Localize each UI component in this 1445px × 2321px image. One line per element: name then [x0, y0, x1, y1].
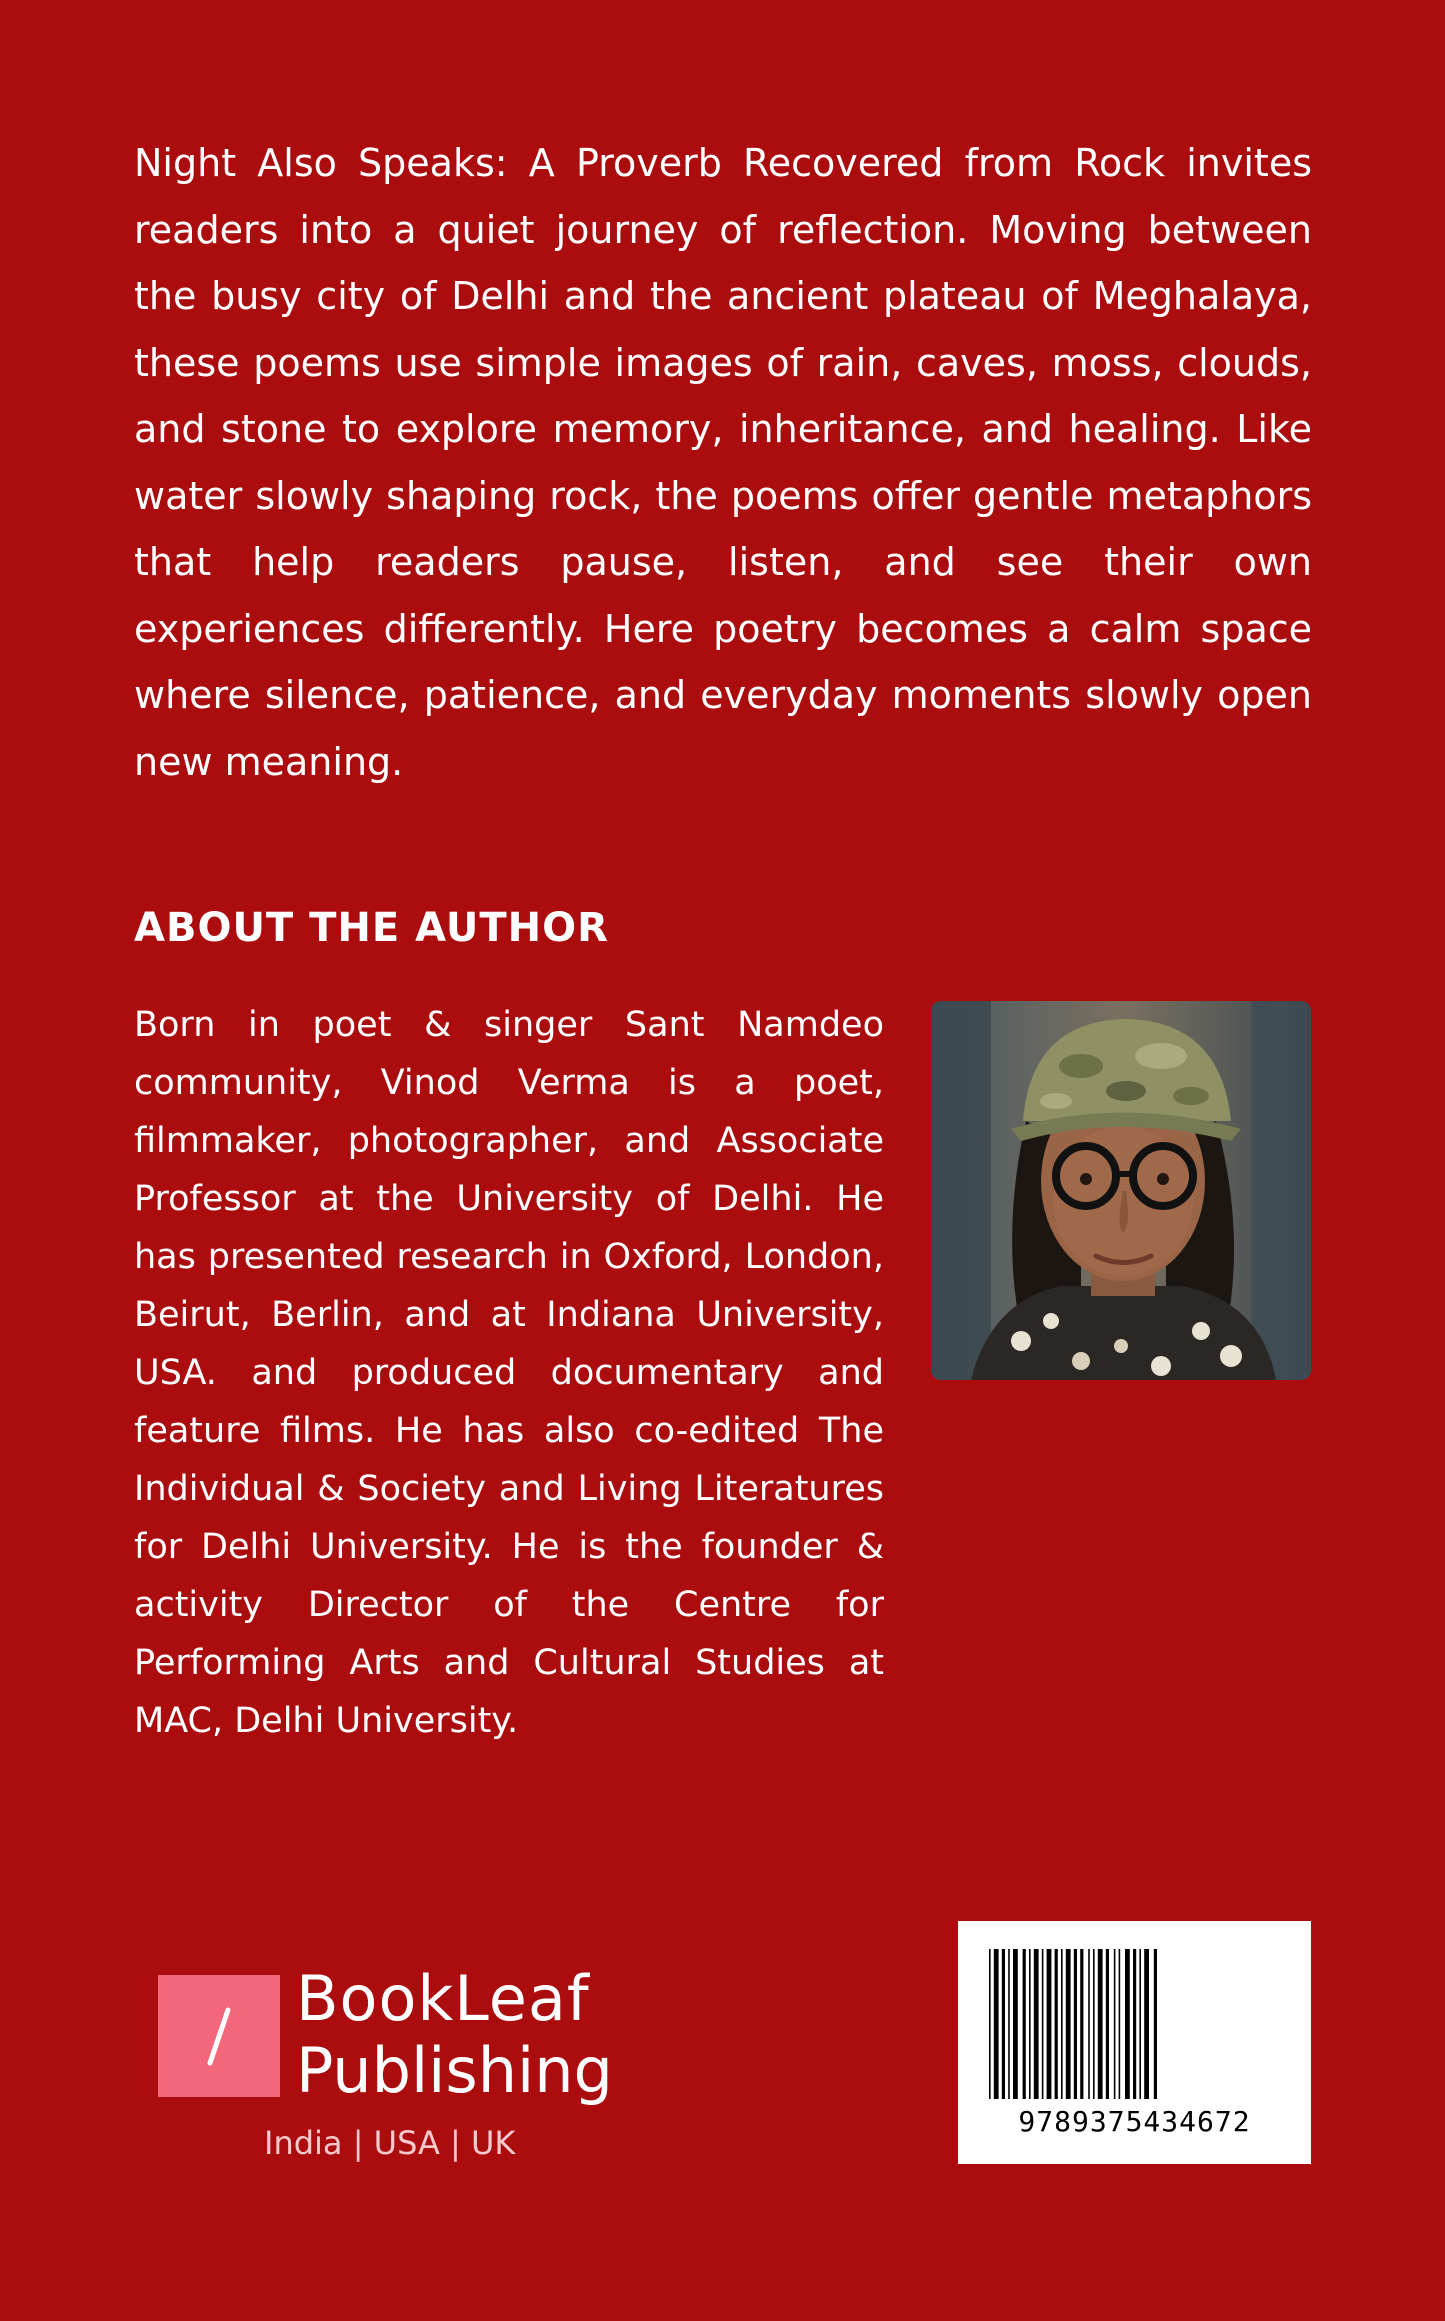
bookleaf-logo — [158, 1975, 280, 2097]
barcode-bar — [1088, 1949, 1090, 2099]
author-photo — [931, 1001, 1311, 1380]
barcode-bar — [1008, 1949, 1010, 2099]
barcode-bar — [1029, 1949, 1031, 2099]
barcode-bar — [1061, 1949, 1063, 2099]
barcode-bar — [1002, 1949, 1005, 2099]
isbn-barcode — [958, 1921, 1311, 2164]
barcode-bar — [989, 1949, 991, 2099]
barcode-bar — [1013, 1949, 1018, 2099]
barcode-bar — [1106, 1949, 1109, 2099]
barcode-bar — [1125, 1949, 1130, 2099]
barcode-bar — [1133, 1949, 1136, 2099]
author-bio: Born in poet & singer Sant Namdeo community, Vinod Verma is a poet, filmmaker, photographer, and Associate Professor at the University of Delhi. He has presented research in Oxford, London, Beirut, Berlin, and at Indiana University, USA. and produced documentary and feature films. He has also co-edited The Individual & Society and Living Literatures for Delhi University. He is the founder & activity Director of the Centre for Performing Arts and Cultural Studies at MAC, Delhi University. — [134, 1005, 884, 1741]
barcode-bar — [1042, 1949, 1044, 2099]
barcode-bars — [987, 1949, 1282, 2099]
barcode-bar — [1047, 1949, 1052, 2099]
barcode-bar — [994, 1949, 999, 2099]
barcode-bar — [1139, 1949, 1141, 2099]
barcode-bar — [1080, 1949, 1083, 2099]
barcode-bar — [1144, 1949, 1149, 2099]
barcode-bar — [1023, 1949, 1026, 2099]
barcode-bar — [1034, 1949, 1039, 2099]
barcode-bar — [1093, 1949, 1095, 2099]
barcode-bar — [1114, 1949, 1116, 2099]
publisher-regions: India | USA | UK — [264, 2124, 516, 2162]
publisher-name-line2: Publishing — [296, 2034, 613, 2107]
isbn-number: 9789375434672 — [1018, 2105, 1251, 2138]
barcode-bar — [1154, 1949, 1157, 2099]
barcode-bar — [1074, 1949, 1077, 2099]
book-description: Night Also Speaks: A Proverb Recovered from Rock invites readers into a quiet journey of reflection. Moving between the busy city of Delhi and the ancient plateau of Meghalaya, these poems use simple images of rain, caves, moss, clouds, and stone to explore memory, inheritance, and healing. Like water slowly shaping rock, the poems offer gentle metaphors that help readers pause, listen, and see their own experiences differently. Here poetry becomes a calm space where silence, patience, and everyday moments slowly open new meaning. — [134, 141, 1312, 784]
about-author-heading: ABOUT THE AUTHOR — [134, 905, 609, 951]
barcode-bar — [1055, 1949, 1058, 2099]
barcode-bar — [1119, 1949, 1121, 2099]
publisher-name-line1: BookLeaf — [296, 1962, 590, 2035]
barcode-bar — [1098, 1949, 1103, 2099]
barcode-bar — [1066, 1949, 1071, 2099]
